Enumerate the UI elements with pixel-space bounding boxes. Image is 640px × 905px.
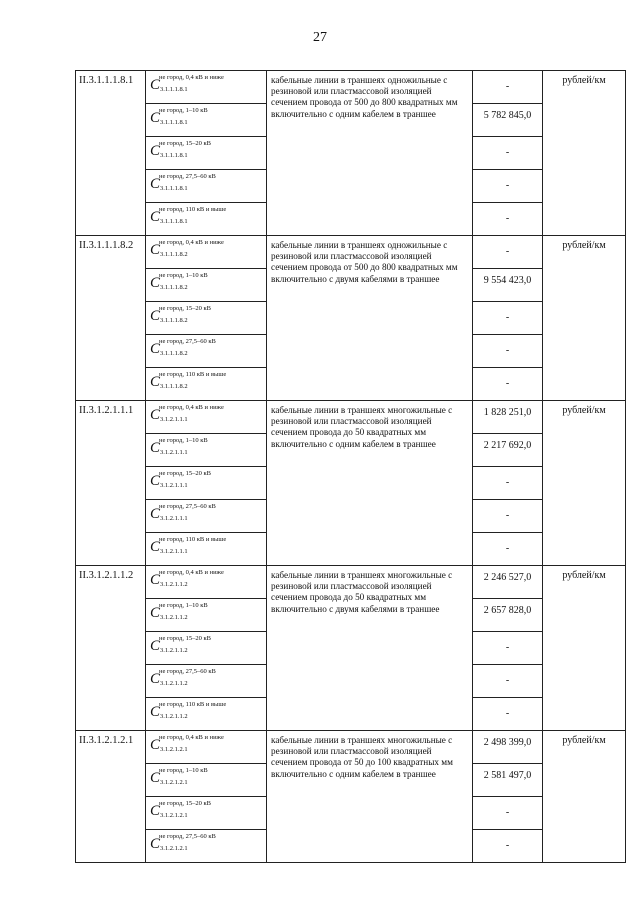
- tariff-table: [75, 70, 626, 863]
- rate-symbol-cell: [146, 500, 267, 533]
- item-code: II.3.1.2.1.2.1: [76, 731, 146, 863]
- rate-symbol-superscript: не город, 0,4 кВ и ниже: [159, 404, 224, 411]
- rate-symbol-subscript: 3.1.1.1.8.1: [160, 218, 188, 225]
- rate-symbol-subscript: 3.1.1.1.8.1: [160, 152, 188, 159]
- rate-symbol-cell: [146, 731, 267, 764]
- rate-symbol-superscript: не город, 0,4 кВ и ниже: [159, 74, 224, 81]
- item-code: II.3.1.1.1.8.1: [76, 71, 146, 236]
- rate-symbol-superscript: не город, 0,4 кВ и ниже: [159, 239, 224, 246]
- item-code: II.3.1.1.1.8.2: [76, 236, 146, 401]
- rate-symbol-superscript: не город, 110 кВ и выше: [159, 206, 227, 213]
- rate-symbol-c: C: [150, 110, 161, 126]
- rate-symbol-superscript: не город, 27,5–60 кВ: [159, 338, 216, 345]
- item-description: кабельные линии в траншеях одножильные с резиновой или пластмассовой изоляцией сечением провода от 500 до 800 квадратных мм включительно с одним кабелем в траншее: [267, 71, 473, 236]
- rate-symbol-cell: [146, 599, 267, 632]
- table-row: [76, 731, 626, 764]
- table-row: [76, 71, 626, 104]
- rate-symbol-c: C: [150, 374, 161, 390]
- rate-symbol-c: C: [150, 671, 161, 687]
- rate-symbol-cell: [146, 698, 267, 731]
- rate-symbol-c: C: [150, 209, 161, 225]
- rate-value: -: [473, 335, 543, 368]
- rate-symbol-superscript: не город, 15–20 кВ: [159, 140, 211, 147]
- rate-symbol-cell: [146, 566, 267, 599]
- rate-symbol-c: C: [150, 440, 161, 456]
- rate-value: 2 217 692,0: [473, 434, 543, 467]
- rate-symbol-c: C: [150, 539, 161, 555]
- unit-label: рублей/км: [543, 236, 626, 401]
- rate-symbol-cell: [146, 137, 267, 170]
- rate-value: 5 782 845,0: [473, 104, 543, 137]
- rate-value: 2 246 527,0: [473, 566, 543, 599]
- table-row: [76, 566, 626, 599]
- rate-symbol-subscript: 3.1.2.1.1.2: [160, 647, 188, 654]
- rate-symbol-c: C: [150, 176, 161, 192]
- rate-symbol-subscript: 3.1.2.1.1.1: [160, 548, 188, 555]
- rate-symbol-c: C: [150, 737, 161, 753]
- rate-value: -: [473, 71, 543, 104]
- rate-symbol-superscript: не город, 110 кВ и выше: [159, 701, 227, 708]
- rate-symbol-cell: [146, 401, 267, 434]
- rate-symbol-cell: [146, 203, 267, 236]
- rate-symbol-superscript: не город, 27,5–60 кВ: [159, 503, 216, 510]
- rate-symbol-superscript: не город, 1–10 кВ: [159, 107, 208, 114]
- rate-symbol-c: C: [150, 341, 161, 357]
- rate-symbol-superscript: не город, 15–20 кВ: [159, 800, 211, 807]
- rate-value: -: [473, 500, 543, 533]
- rate-value: 2 581 497,0: [473, 764, 543, 797]
- rate-value: -: [473, 632, 543, 665]
- rate-value: -: [473, 665, 543, 698]
- item-description: кабельные линии в траншеях одножильные с резиновой или пластмассовой изоляцией сечением провода от 500 до 800 квадратных мм включительно с двумя кабелями в траншее: [267, 236, 473, 401]
- rate-symbol-cell: [146, 170, 267, 203]
- rate-value: 2 498 399,0: [473, 731, 543, 764]
- rate-symbol-c: C: [150, 407, 161, 423]
- rate-symbol-cell: [146, 302, 267, 335]
- rate-symbol-c: C: [150, 77, 161, 93]
- rate-symbol-subscript: 3.1.1.1.8.2: [160, 284, 188, 291]
- table-row: [76, 236, 626, 269]
- rate-symbol-subscript: 3.1.1.1.8.2: [160, 317, 188, 324]
- rate-symbol-c: C: [150, 143, 161, 159]
- item-code: II.3.1.2.1.1.1: [76, 401, 146, 566]
- rate-symbol-cell: [146, 104, 267, 137]
- rate-symbol-cell: [146, 632, 267, 665]
- rate-symbol-subscript: 3.1.2.1.1.2: [160, 614, 188, 621]
- rate-value: 9 554 423,0: [473, 269, 543, 302]
- rate-symbol-superscript: не город, 15–20 кВ: [159, 635, 211, 642]
- rate-symbol-c: C: [150, 770, 161, 786]
- item-description: кабельные линии в траншеях многожильные с резиновой или пластмассовой изоляцией сечением провода до 50 квадратных мм включительно с одним кабелем в траншее: [267, 401, 473, 566]
- rate-value: -: [473, 797, 543, 830]
- rate-symbol-subscript: 3.1.1.1.8.1: [160, 185, 188, 192]
- rate-symbol-subscript: 3.1.2.1.1.2: [160, 713, 188, 720]
- rate-symbol-subscript: 3.1.1.1.8.1: [160, 86, 188, 93]
- rate-value: -: [473, 698, 543, 731]
- rate-symbol-c: C: [150, 572, 161, 588]
- item-description: кабельные линии в траншеях многожильные с резиновой или пластмассовой изоляцией сечением провода до 50 квадратных мм включительно с двумя кабелями в траншее: [267, 566, 473, 731]
- rate-value: -: [473, 830, 543, 863]
- rate-symbol-cell: [146, 830, 267, 863]
- rate-symbol-subscript: 3.1.2.1.1.2: [160, 581, 188, 588]
- rate-value: 1 828 251,0: [473, 401, 543, 434]
- rate-value: -: [473, 467, 543, 500]
- rate-symbol-c: C: [150, 836, 161, 852]
- rate-symbol-superscript: не город, 27,5–60 кВ: [159, 668, 216, 675]
- rate-value: -: [473, 137, 543, 170]
- table-row: [76, 401, 626, 434]
- rate-value: -: [473, 533, 543, 566]
- rate-symbol-cell: [146, 71, 267, 104]
- rate-symbol-superscript: не город, 110 кВ и выше: [159, 371, 227, 378]
- rate-value: -: [473, 302, 543, 335]
- rate-symbol-cell: [146, 269, 267, 302]
- rate-symbol-c: C: [150, 308, 161, 324]
- rate-symbol-subscript: 3.1.2.1.1.1: [160, 449, 188, 456]
- unit-label: рублей/км: [543, 71, 626, 236]
- rate-symbol-cell: [146, 665, 267, 698]
- rate-symbol-c: C: [150, 704, 161, 720]
- rate-symbol-superscript: не город, 1–10 кВ: [159, 767, 208, 774]
- rate-symbol-superscript: не город, 27,5–60 кВ: [159, 173, 216, 180]
- rate-value: 2 657 828,0: [473, 599, 543, 632]
- rate-symbol-superscript: не город, 27,5–60 кВ: [159, 833, 216, 840]
- rate-symbol-c: C: [150, 473, 161, 489]
- rate-value: -: [473, 236, 543, 269]
- rate-symbol-c: C: [150, 275, 161, 291]
- rate-symbol-superscript: не город, 15–20 кВ: [159, 305, 211, 312]
- rate-symbol-subscript: 3.1.2.1.2.1: [160, 746, 188, 753]
- rate-symbol-cell: [146, 236, 267, 269]
- rate-symbol-subscript: 3.1.1.1.8.1: [160, 119, 188, 126]
- rate-value: -: [473, 170, 543, 203]
- rate-symbol-subscript: 3.1.2.1.2.1: [160, 779, 188, 786]
- rate-symbol-superscript: не город, 0,4 кВ и ниже: [159, 569, 224, 576]
- rate-symbol-subscript: 3.1.2.1.1.1: [160, 482, 188, 489]
- rate-symbol-superscript: не город, 1–10 кВ: [159, 272, 208, 279]
- rate-symbol-c: C: [150, 638, 161, 654]
- rate-symbol-subscript: 3.1.2.1.1.2: [160, 680, 188, 687]
- rate-symbol-c: C: [150, 506, 161, 522]
- rate-symbol-subscript: 3.1.1.1.8.2: [160, 383, 188, 390]
- rate-value: -: [473, 368, 543, 401]
- rate-symbol-c: C: [150, 605, 161, 621]
- tariff-table-body: [76, 71, 626, 863]
- rate-symbol-subscript: 3.1.2.1.2.1: [160, 812, 188, 819]
- rate-symbol-superscript: не город, 1–10 кВ: [159, 602, 208, 609]
- rate-symbol-superscript: не город, 0,4 кВ и ниже: [159, 734, 224, 741]
- unit-label: рублей/км: [543, 566, 626, 731]
- rate-symbol-subscript: 3.1.2.1.2.1: [160, 845, 188, 852]
- page-number: 27: [313, 30, 327, 45]
- rate-symbol-cell: [146, 368, 267, 401]
- rate-symbol-subscript: 3.1.1.1.8.2: [160, 350, 188, 357]
- rate-symbol-subscript: 3.1.2.1.1.1: [160, 515, 188, 522]
- rate-symbol-subscript: 3.1.2.1.1.1: [160, 416, 188, 423]
- rate-symbol-cell: [146, 797, 267, 830]
- rate-symbol-subscript: 3.1.1.1.8.2: [160, 251, 188, 258]
- rate-symbol-cell: [146, 533, 267, 566]
- rate-symbol-superscript: не город, 15–20 кВ: [159, 470, 211, 477]
- rate-symbol-superscript: не город, 110 кВ и выше: [159, 536, 227, 543]
- rate-symbol-c: C: [150, 242, 161, 258]
- rate-symbol-cell: [146, 335, 267, 368]
- rate-symbol-c: C: [150, 803, 161, 819]
- rate-value: -: [473, 203, 543, 236]
- rate-symbol-cell: [146, 434, 267, 467]
- unit-label: рублей/км: [543, 731, 626, 863]
- rate-symbol-cell: [146, 764, 267, 797]
- unit-label: рублей/км: [543, 401, 626, 566]
- item-description: кабельные линии в траншеях многожильные с резиновой или пластмассовой изоляцией сечением провода от 50 до 100 квадратных мм включительно с одним кабелем в траншее: [267, 731, 473, 863]
- rate-symbol-superscript: не город, 1–10 кВ: [159, 437, 208, 444]
- rate-symbol-cell: [146, 467, 267, 500]
- item-code: II.3.1.2.1.1.2: [76, 566, 146, 731]
